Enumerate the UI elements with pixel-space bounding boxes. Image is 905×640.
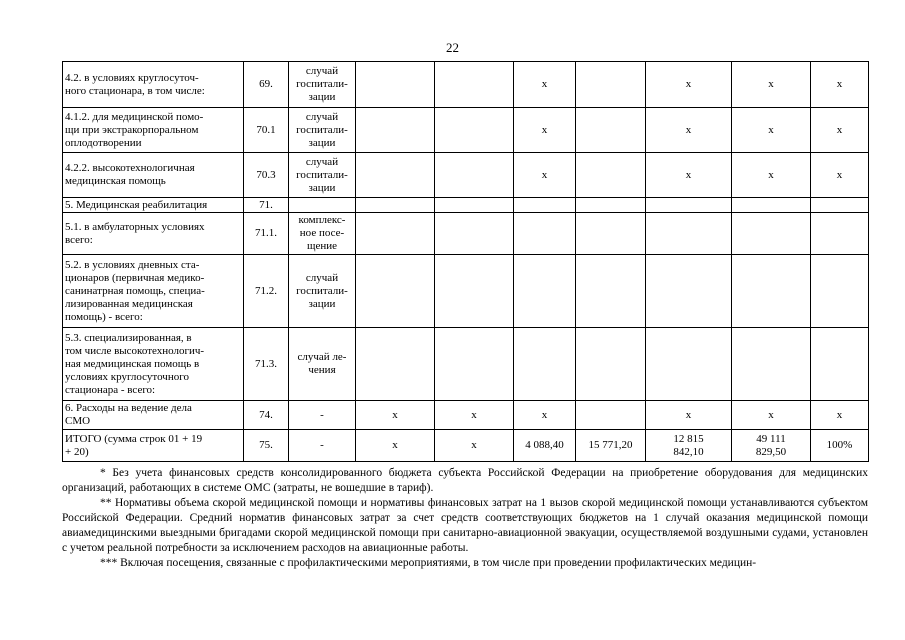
unit-cell: случай ле- чения bbox=[289, 328, 356, 401]
value-cell bbox=[576, 255, 646, 328]
value-cell bbox=[356, 153, 435, 198]
value-cell bbox=[811, 213, 869, 255]
value-cell: х bbox=[646, 108, 732, 153]
value-cell: х bbox=[646, 62, 732, 108]
unit-cell: случай госпитали- зации bbox=[289, 153, 356, 198]
footnote: *** Включая посещения, связанные с профилактическими мероприятиями, в том числе при проведении профилактических медицин- bbox=[100, 557, 757, 569]
value-cell bbox=[356, 108, 435, 153]
value-cell bbox=[514, 213, 576, 255]
table-row bbox=[63, 401, 869, 430]
value-cell: х bbox=[811, 401, 869, 430]
value-cell: х bbox=[732, 62, 811, 108]
value-cell bbox=[435, 108, 514, 153]
value-cell: х bbox=[514, 153, 576, 198]
row-code-cell: 70.3 bbox=[244, 153, 289, 198]
value-cell bbox=[356, 62, 435, 108]
value-cell bbox=[811, 328, 869, 401]
value-cell bbox=[646, 328, 732, 401]
value-cell bbox=[576, 108, 646, 153]
row-code-cell: 70.1 bbox=[244, 108, 289, 153]
value-cell bbox=[514, 328, 576, 401]
value-cell: х bbox=[356, 430, 435, 462]
value-cell: х bbox=[732, 401, 811, 430]
row-name-cell: 6. Расходы на ведение дела СМО bbox=[63, 401, 244, 430]
value-cell: х bbox=[811, 62, 869, 108]
table-row bbox=[63, 328, 869, 401]
row-name-cell: 4.1.2. для медицинской помо- щи при экстракорпоральном оплодотворении bbox=[63, 108, 244, 153]
value-cell bbox=[732, 328, 811, 401]
value-cell bbox=[732, 198, 811, 213]
row-name-cell: 4.2. в условиях круглосуточ- ного стационара, в том числе: bbox=[63, 62, 244, 108]
value-cell: х bbox=[356, 401, 435, 430]
value-cell bbox=[576, 401, 646, 430]
value-cell bbox=[811, 198, 869, 213]
value-cell bbox=[435, 213, 514, 255]
value-cell bbox=[356, 213, 435, 255]
row-code-cell: 71.2. bbox=[244, 255, 289, 328]
value-cell bbox=[646, 255, 732, 328]
value-cell bbox=[435, 328, 514, 401]
value-cell: 15 771,20 bbox=[576, 430, 646, 462]
value-cell bbox=[435, 62, 514, 108]
value-cell bbox=[646, 198, 732, 213]
row-code-cell: 74. bbox=[244, 401, 289, 430]
unit-cell: случай госпитали- зации bbox=[289, 62, 356, 108]
value-cell: 100% bbox=[811, 430, 869, 462]
value-cell bbox=[356, 198, 435, 213]
row-code-cell: 71.3. bbox=[244, 328, 289, 401]
value-cell: 12 815 842,10 bbox=[646, 430, 732, 462]
value-cell: х bbox=[732, 108, 811, 153]
value-cell: х bbox=[646, 153, 732, 198]
unit-cell: случай госпитали- зации bbox=[289, 255, 356, 328]
table-row bbox=[63, 153, 869, 198]
value-cell: х bbox=[646, 401, 732, 430]
row-name-cell: 5.2. в условиях дневных ста- ционаров (первичная медико- санинатрная помощь, специа- лизированная медицинская помощь) - всего: bbox=[63, 255, 244, 328]
value-cell: х bbox=[435, 401, 514, 430]
table-row bbox=[63, 108, 869, 153]
footnote: * Без учета финансовых средств консолидированного бюджета субъекта Российской Федерации на приобретение оборудования для медицинских организаций, работающих в системе ОМС (затраты, не вошедшие в тариф). bbox=[62, 467, 868, 494]
footnotes bbox=[62, 466, 868, 571]
row-name-cell: 5. Медицинская реабилитация bbox=[63, 198, 244, 213]
value-cell: х bbox=[514, 108, 576, 153]
value-cell bbox=[514, 198, 576, 213]
value-cell bbox=[576, 213, 646, 255]
unit-cell: - bbox=[289, 401, 356, 430]
value-cell bbox=[435, 255, 514, 328]
value-cell bbox=[356, 328, 435, 401]
value-cell bbox=[576, 198, 646, 213]
unit-cell: комплекс- ное посе- щение bbox=[289, 213, 356, 255]
row-code-cell: 75. bbox=[244, 430, 289, 462]
table-row bbox=[63, 198, 869, 213]
row-name-cell: ИТОГО (сумма строк 01 + 19 + 20) bbox=[63, 430, 244, 462]
row-name-cell: 5.3. специализированная, в том числе высокотехнологич- ная медмицинская помощь в условиях круглосуточного стационара - всего: bbox=[63, 328, 244, 401]
table-row bbox=[63, 430, 869, 462]
unit-cell: - bbox=[289, 430, 356, 462]
row-code-cell: 71.1. bbox=[244, 213, 289, 255]
row-name-cell: 5.1. в амбулаторных условиях всего: bbox=[63, 213, 244, 255]
value-cell bbox=[356, 255, 435, 328]
table-row bbox=[63, 62, 869, 108]
value-cell: х bbox=[732, 153, 811, 198]
value-cell bbox=[732, 213, 811, 255]
data-table bbox=[62, 61, 869, 462]
table-row bbox=[63, 213, 869, 255]
value-cell bbox=[732, 255, 811, 328]
value-cell bbox=[514, 255, 576, 328]
value-cell bbox=[576, 153, 646, 198]
row-code-cell: 71. bbox=[244, 198, 289, 213]
value-cell: х bbox=[514, 62, 576, 108]
value-cell bbox=[435, 198, 514, 213]
value-cell: х bbox=[514, 401, 576, 430]
value-cell: х bbox=[811, 153, 869, 198]
unit-cell: случай госпитали- зации bbox=[289, 108, 356, 153]
row-code-cell: 69. bbox=[244, 62, 289, 108]
value-cell: х bbox=[811, 108, 869, 153]
value-cell bbox=[646, 213, 732, 255]
value-cell bbox=[576, 328, 646, 401]
value-cell bbox=[435, 153, 514, 198]
value-cell: х bbox=[435, 430, 514, 462]
value-cell bbox=[811, 255, 869, 328]
footnote: ** Нормативы объема скорой медицинской помощи и нормативы финансовых затрат на 1 вызов скорой медицинской помощи устанавливаются субъектом Российской Федерации. Средний норматив финансовых затрат за счет средств соответствующих бюджетов на 1 случай оказания медицинской помощи авиамедицинскими выездными бригадами скорой медицинской помощи при санитарно-авиационной эвакуации, осуществляемой воздушными судами, установлен с учетом реальной потребности за исключением расходов на авиационные работы. bbox=[62, 497, 868, 554]
value-cell bbox=[576, 62, 646, 108]
row-name-cell: 4.2.2. высокотехнологичная медицинская помощь bbox=[63, 153, 244, 198]
value-cell: 49 111 829,50 bbox=[732, 430, 811, 462]
page-number: 22 bbox=[446, 40, 459, 55]
unit-cell bbox=[289, 198, 356, 213]
value-cell: 4 088,40 bbox=[514, 430, 576, 462]
table-row bbox=[63, 255, 869, 328]
